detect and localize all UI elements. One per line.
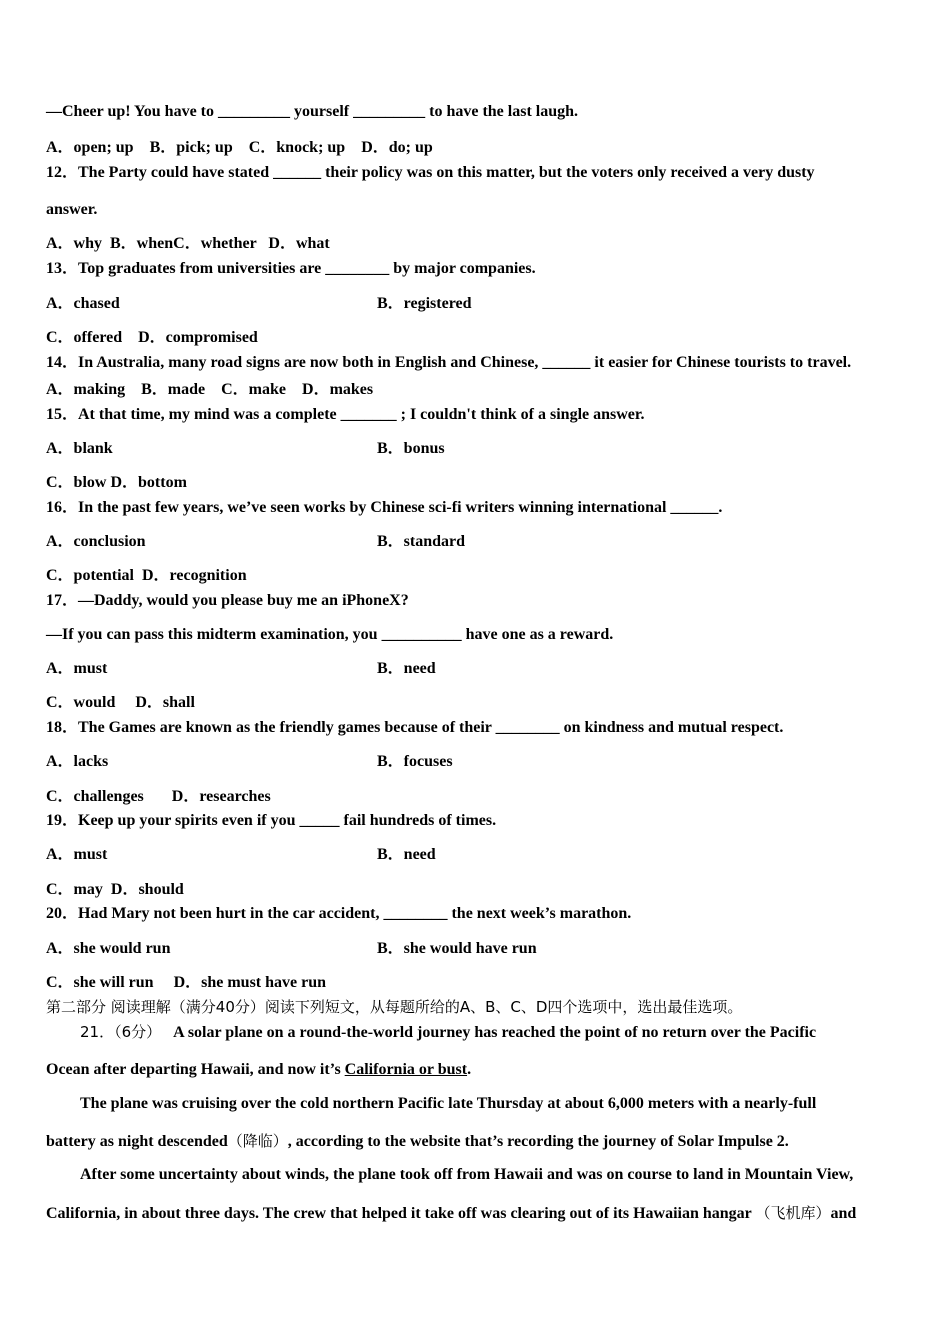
q18-options-cd: C．challenges D．researches [46,788,271,805]
part-two-header: 第二部分 阅读理解（满分40分）阅读下列短文，从每题所给的A、B、C、D四个选项中，选出最佳选项。 [46,998,743,1016]
q19-options-cd: C．may D．should [46,881,184,898]
q13-options-cd: C．offered D．compromised [46,329,258,346]
q17-options-cd: C．would D．shall [46,694,195,711]
q20-stem: 20．Had Mary not been hurt in the car accident, ________ the next week’s marathon. [46,905,632,922]
q13-option-a: A．chased [46,295,120,312]
passage-p1-text2: Ocean after departing Hawaii, and now it’s [46,1061,345,1078]
q15-option-b: B．bonus [377,440,445,457]
q12-stem-cont: answer. [46,201,98,218]
q16-option-b: B．standard [377,533,466,550]
gloss-descended: （降临） [227,1132,288,1150]
q14-options: A．making B．made C．make D．makes [46,381,374,398]
q17-stem-2: —If you can pass this midterm examination, you __________ have one as a reward. [46,626,614,643]
q16-options-cd: C．potential D．recognition [46,567,247,584]
q21-prefix: 21．（6分） [80,1023,162,1041]
passage-p3-line2 [46,1203,856,1224]
q11-options: A．open; up B．pick; up C．knock; up D．do; up [46,139,433,156]
q14-stem: 14．In Australia, many road signs are now both in English and Chinese, ______ it easier for Chinese tourists to travel. [46,354,852,371]
passage-p3-end: and [830,1205,857,1222]
passage-p3-text: California, in about three days. The crew that helped it take off was clearing out of its Hawaiian hangar [46,1205,756,1222]
q19-option-a: A．must [46,846,108,863]
underlined-phrase: California or bust [344,1061,468,1078]
passage-p2-end: , according to the website that’s recording the journey of Solar Impulse 2. [287,1133,789,1150]
gloss-hangar: （飞机库） [755,1204,831,1222]
q17-option-a: A．must [46,660,108,677]
q19-stem: 19．Keep up your spirits even if you _____ fail hundreds of times. [46,812,497,829]
q13-option-b: B．registered [377,295,472,312]
q11-stem: —Cheer up! You have to _________ yourself _________ to have the last laugh. [46,103,579,120]
passage-p1-end: . [467,1061,472,1078]
q19-option-b: B．need [377,846,436,863]
q18-option-a: A．lacks [46,753,109,770]
passage-p1-text1: A solar plane on a round-the-world journey has reached the point of no return over the Pacific [173,1024,817,1041]
q15-option-a: A．blank [46,440,113,457]
q13-stem: 13．Top graduates from universities are ________ by major companies. [46,260,536,277]
passage-p3-line1: After some uncertainty about winds, the plane took off from Hawaii and was on course to land in Mountain View, [80,1166,854,1183]
q18-stem: 18．The Games are known as the friendly games because of their ________ on kindness and mutual respect. [46,719,784,736]
q15-options-cd: C．blow D．bottom [46,474,187,491]
q20-option-a: A．she would run [46,940,171,957]
q20-options-cd: C．she will run D．she must have run [46,974,327,991]
q15-stem: 15．At that time, my mind was a complete _______ ; I couldn't think of a single answer. [46,406,645,423]
q20-option-b: B．she would have run [377,940,537,957]
q18-option-b: B．focuses [377,753,453,770]
q12-options: A．why B．whenC．whether D．what [46,235,330,252]
passage-p2-text: battery as night descended [46,1133,228,1150]
passage-p1-line1 [80,1022,816,1043]
q16-stem: 16．In the past few years, we’ve seen works by Chinese sci-fi writers winning international ______. [46,499,723,516]
q16-option-a: A．conclusion [46,533,146,550]
q12-stem: 12．The Party could have stated ______ their policy was on this matter, but the voters only received a very dusty [46,164,815,181]
q17-stem: 17．—Daddy, would you please buy me an iPhoneX? [46,592,409,609]
q17-option-b: B．need [377,660,436,677]
passage-p2-line1: The plane was cruising over the cold northern Pacific late Thursday at about 6,000 meters with a nearly-full [80,1095,817,1112]
passage-p2-line2 [46,1131,789,1152]
passage-p1-line2 [46,1060,471,1080]
